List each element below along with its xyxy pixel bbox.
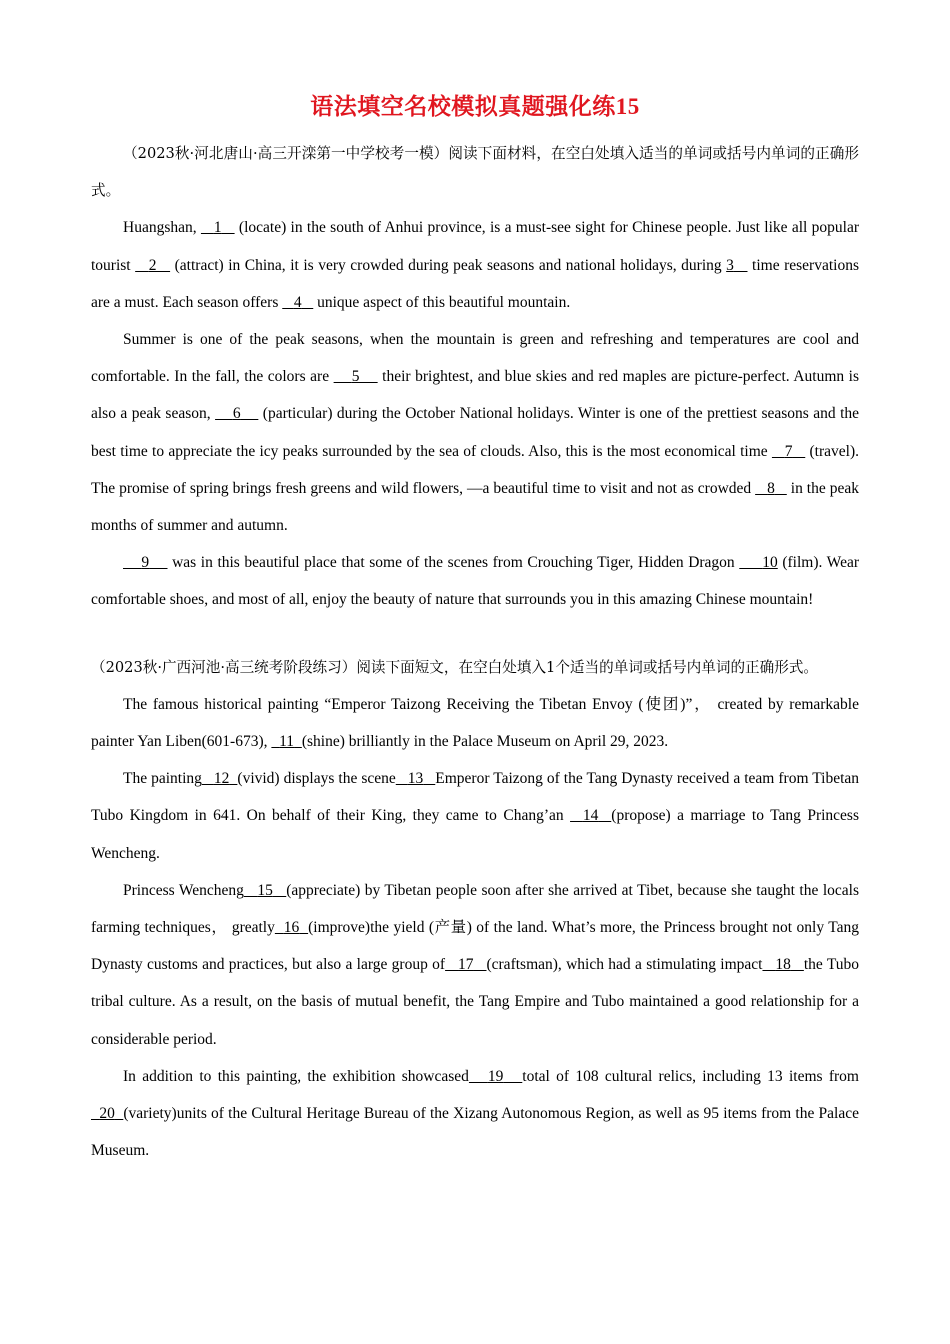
blank-17: 17 — [458, 956, 474, 974]
blank-13: 13 — [407, 770, 424, 788]
blank-9: 9 — [141, 554, 150, 572]
passage2-instructions: （2023秋·广西河池·高三统考阶段练习）阅读下面短文，在空白处填入1个适当的单词或括号内单词的正确形式。 — [91, 658, 819, 676]
blank-11: 11 — [279, 733, 295, 751]
passage2-paragraph-4: In addition to this painting, the exhibition showcased 19 total of 108 cultural relics, including 13 items from 20 (variety)units of the Cultural Heritage Bureau of the Xizang Autonomous Region, as well as 95 items from the Palace Museum. — [91, 1067, 859, 1160]
blank-3: 3 — [726, 256, 734, 274]
passage2-paragraph-2: The painting 12 (vivid) displays the scene 13 Emperor Taizong of the Tang Dynasty received a team from Tibetan Tubo Kingdom in 641. On behalf of their King, they came to Chang’an 14 (propose) a marriage to Tang Princess Wencheng. — [91, 770, 860, 862]
document-page — [91, 82, 859, 1169]
blank-2: 2 — [148, 256, 157, 274]
blank-19: 19 — [487, 1067, 504, 1085]
passage1-paragraph-1: Huangshan, 1 (locate) in the south of Anhui province, is a must-see sight for Chinese people. Just like all popular tourist 2 (attract) in China, it is very crowded during peak seasons and national holidays, during 3 time reservations are a must. Each season offers 4 unique aspect of this beautiful mountain. — [91, 219, 859, 311]
blank-12: 12 — [213, 770, 230, 788]
passage1-paragraph-3: 9 was in this beautiful place that some of the scenes from Crouching Tiger, Hidden Dragon 10 (film). Wear comfortable shoes, and most of all, enjoy the beauty of nature that surrounds you in this amazing Chinese mountain! — [91, 554, 859, 609]
blank-14: 14 — [582, 807, 599, 825]
page-title: 语法填空名校模拟真题强化练15 — [310, 94, 640, 119]
blank-6: 6 — [232, 405, 241, 423]
blank-10: 10 — [762, 554, 778, 572]
blank-8: 8 — [767, 479, 775, 497]
passage1-paragraph-2: Summer is one of the peak seasons, when the mountain is green and refreshing and temperatures are cool and comfortable. In the fall, the colors are 5 their brightest, and blue skies and red maples are picture-perfect. Autumn is also a peak season, 6 (particular) during the October National holidays. Winter is one of the prettiest seasons and the best time to appreciate the icy peaks surrounded by the sea of clouds. Also, this is the most economical time 7 (travel). The promise of spring brings fresh greens and wild flowers, —a beautiful time to visit and not as crowded 8 in the peak months of summer and autumn. — [91, 331, 860, 535]
passage1-instructions: （2023秋·河北唐山·高三开滦第一中学校考一模）阅读下面材料，在空白处填入适当的单词或括号内单词的正确形式。 — [91, 145, 859, 200]
passage2-paragraph-1: The famous historical painting “Emperor Taizong Receiving the Tibetan Envoy (使团)”， created by remarkable painter Yan Liben(601-673), 11 (shine) brilliantly in the Palace Museum on April 29, 2023. — [91, 695, 859, 751]
passage2-paragraph-3: Princess Wencheng 15 (appreciate) by Tibetan people soon after she arrived at Tibet, because she taught the locals farming techniques， greatly 16 (improve)the yield (产量) of the land. What’s more, the Princess brought not only Tang Dynasty customs and practices, but also a large group of 17 (craftsman), which had a stimulating impact 18 the Tubo tribal culture. As a result, on the basis of mutual benefit, the Tang Empire and Tubo maintained a good relationship for a considerable period. — [91, 881, 860, 1048]
blank-5: 5 — [351, 368, 360, 386]
blank-7: 7 — [784, 442, 793, 460]
blank-16: 16 — [283, 919, 300, 937]
blank-20: 20 — [99, 1105, 115, 1123]
blank-18: 18 — [775, 956, 791, 974]
blank-1: 1 — [213, 219, 222, 237]
blank-15: 15 — [257, 881, 273, 899]
blank-4: 4 — [293, 293, 302, 311]
